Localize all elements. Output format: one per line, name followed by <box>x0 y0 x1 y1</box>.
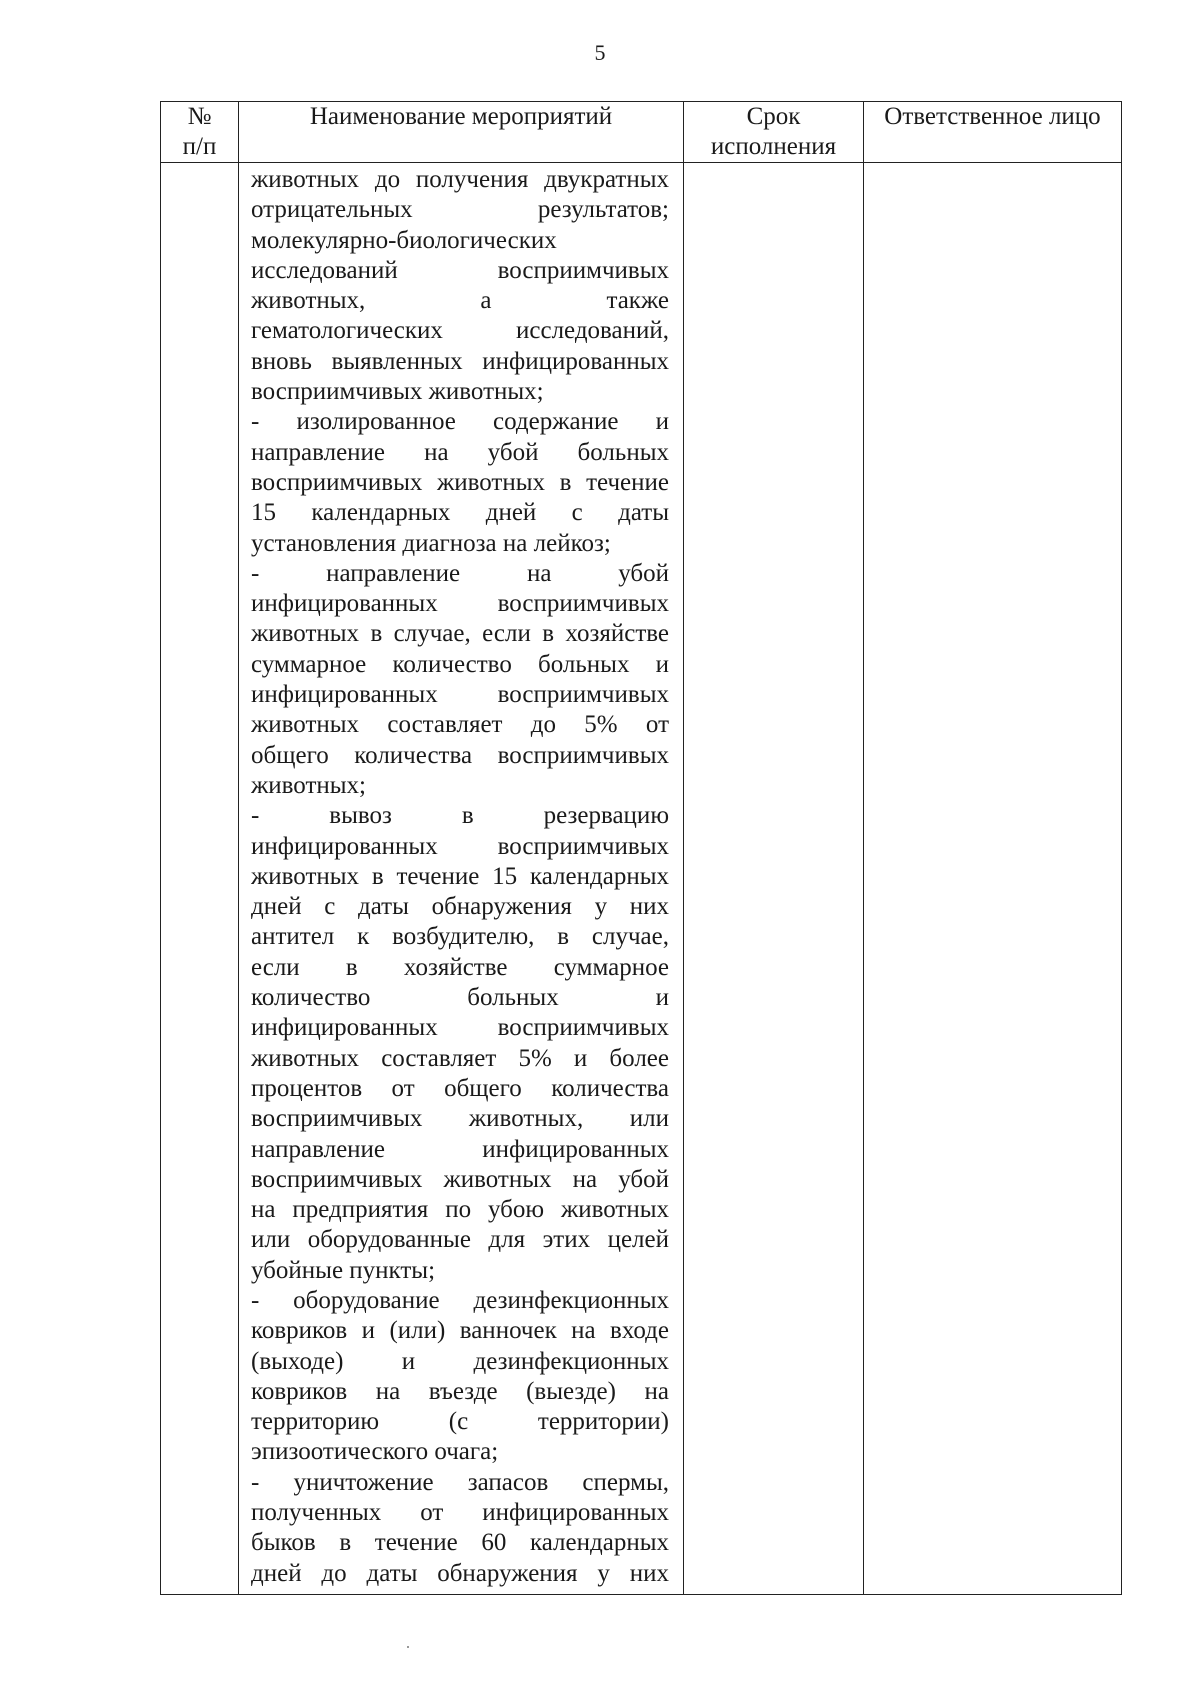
measure-text-line: - оборудование дезинфекционных <box>251 1286 669 1314</box>
measure-text-line: 15 календарных дней с даты <box>251 499 669 527</box>
measure-text-line: животных в случае, если в хозяйстве <box>251 620 669 648</box>
header-number-symbol: № <box>187 103 212 130</box>
measure-text-line: - вывоз в резервацию <box>251 802 669 830</box>
header-responsible-label: Ответственное лицо <box>884 103 1101 130</box>
measure-text-line: или оборудованные для этих целей <box>251 1226 669 1254</box>
table-row <box>161 163 1122 1595</box>
measure-text-line: вновь выявленных инфицированных <box>251 347 669 375</box>
header-term-label-2: исполнения <box>710 133 837 160</box>
measure-text-line: исследований восприимчивых <box>251 256 669 284</box>
header-number-abbrev: п/п <box>182 133 217 160</box>
header-name <box>239 102 684 163</box>
cell-term <box>684 163 864 1595</box>
measures-table <box>160 101 1122 1595</box>
measure-text-line: инфицированных восприимчивых <box>251 1014 669 1042</box>
measure-text-line: - уничтожение запасов спермы, <box>251 1468 669 1496</box>
measure-text-line: восприимчивых животных, или <box>251 1105 669 1133</box>
measure-text-line: гематологических исследований, <box>251 317 669 345</box>
measures-text <box>239 163 683 1589</box>
measure-text-line: полученных от инфицированных <box>251 1499 669 1527</box>
measure-text-line: инфицированных восприимчивых <box>251 590 669 618</box>
measure-text-line: молекулярно-биологических <box>251 226 557 254</box>
measure-text-line: общего количества восприимчивых <box>251 741 669 769</box>
measure-text-line: восприимчивых животных; <box>251 378 544 406</box>
measure-text-line: (выходе) и дезинфекционных <box>251 1347 669 1375</box>
page-number: 5 <box>594 40 606 65</box>
measure-text-line: животных до получения двукратных <box>251 166 669 193</box>
cell-measures <box>239 163 684 1595</box>
measure-text-line: установления диагноза на лейкоз; <box>251 529 611 557</box>
measure-text-line: животных в течение 15 календарных <box>251 862 669 890</box>
measure-text-line: инфицированных восприимчивых <box>251 681 669 709</box>
measure-text-line: количество больных и <box>251 984 669 1012</box>
measure-text-line: отрицательных результатов; <box>251 196 669 224</box>
measure-text-line: быков в течение 60 календарных <box>251 1529 669 1557</box>
cell-responsible <box>864 163 1122 1595</box>
cell-number <box>161 163 239 1595</box>
measure-text-line: на предприятия по убою животных <box>251 1196 669 1224</box>
header-responsible <box>864 102 1122 163</box>
measure-text-line: - изолированное содержание и <box>251 408 669 436</box>
header-term-label: Срок <box>746 103 801 130</box>
header-name-label: Наименование мероприятий <box>309 103 613 130</box>
measure-text-line: животных составляет до 5% от <box>251 711 669 739</box>
measure-text-line: животных, а также <box>251 287 669 315</box>
measure-text-line: направление инфицированных <box>251 1135 669 1163</box>
measure-text-line: территорию (с территории) <box>251 1408 669 1436</box>
measure-text-line: дней с даты обнаружения у них <box>251 893 669 921</box>
measure-text-line: животных составляет 5% и более <box>251 1044 669 1072</box>
table-header-row <box>161 102 1122 163</box>
measure-text-line: восприимчивых животных на убой <box>251 1165 669 1193</box>
measure-text-line: направление на убой больных <box>251 438 669 466</box>
measure-text-line: убойные пункты; <box>251 1256 436 1284</box>
measure-text-line: - направление на убой <box>251 559 669 587</box>
measure-text-line: ковриков на въезде (выезде) на <box>251 1377 669 1405</box>
measure-text-line: ковриков и (или) ванночек на входе <box>251 1317 669 1345</box>
measure-text-line: восприимчивых животных в течение <box>251 468 669 496</box>
scan-speck <box>407 1646 409 1648</box>
measure-text-line: инфицированных восприимчивых <box>251 832 669 860</box>
measure-text-line: суммарное количество больных и <box>251 650 669 678</box>
measure-text-line: процентов от общего количества <box>251 1074 669 1102</box>
measure-text-line: дней до даты обнаружения у них <box>251 1559 669 1587</box>
measure-text-line: эпизоотического очага; <box>251 1438 499 1466</box>
header-number <box>161 102 239 163</box>
measure-text-line: антител к возбудителю, в случае, <box>251 923 669 951</box>
measure-text-line: если в хозяйстве суммарное <box>251 953 669 981</box>
header-term <box>684 102 864 163</box>
measure-text-line: животных; <box>251 771 367 799</box>
